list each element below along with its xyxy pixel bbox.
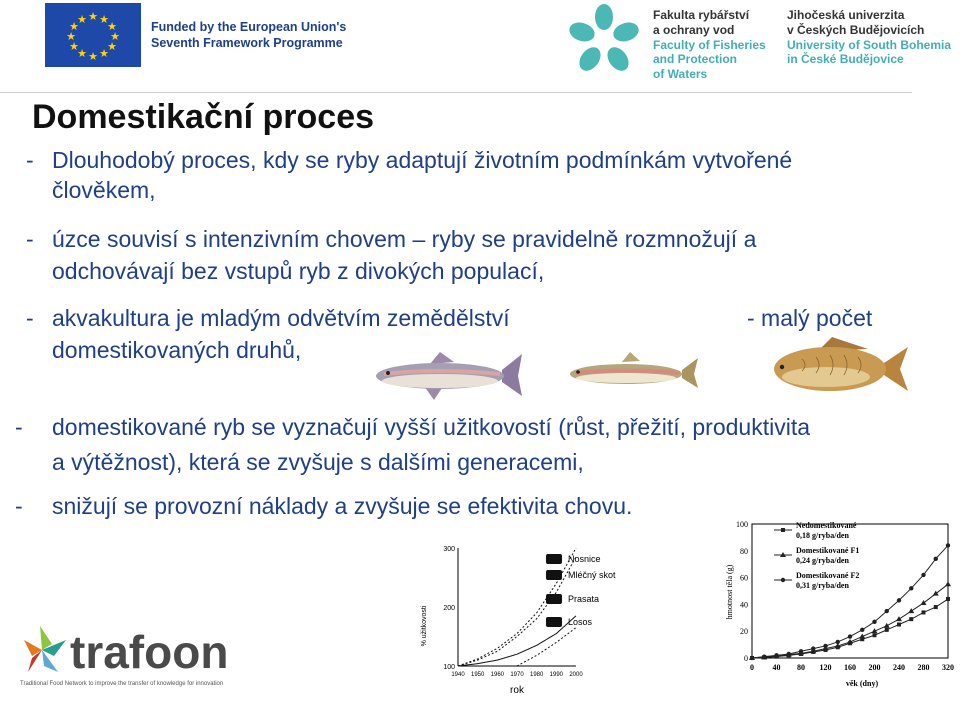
growth-legend-label: Domestikované F2 bbox=[796, 571, 860, 580]
bullet-dash: - bbox=[26, 305, 34, 331]
trafoon-wordmark: trafoon bbox=[70, 626, 229, 678]
growth-y-label: hmotnost těla (g) bbox=[725, 564, 734, 620]
svg-text:★: ★ bbox=[77, 47, 87, 60]
bullet-dash: - bbox=[26, 147, 34, 173]
growth-point bbox=[946, 597, 950, 601]
svg-text:★: ★ bbox=[99, 13, 109, 26]
growth-y-tick: 40 bbox=[740, 600, 748, 610]
growth-point bbox=[750, 656, 754, 660]
university-name: Jihočeská univerzita v Českých Budějovicích University of South Bohemia in České Budějovice bbox=[787, 8, 952, 67]
svg-text:★: ★ bbox=[88, 10, 98, 23]
productivity-x-tick: 1970 bbox=[510, 672, 524, 678]
bullet-dash: - bbox=[15, 414, 23, 440]
productivity-y-label: % užitkovosti bbox=[421, 605, 428, 647]
growth-point bbox=[945, 581, 951, 586]
growth-chart bbox=[722, 512, 960, 696]
growth-point bbox=[799, 649, 803, 653]
bullet-dash: - bbox=[15, 493, 23, 519]
productivity-y-tick: 200 bbox=[443, 605, 455, 612]
productivity-series-line bbox=[458, 548, 576, 666]
svg-text:★: ★ bbox=[107, 40, 117, 53]
faculty-name: Fakulta rybářství a ochrany vod Faculty of Fisheries and Protection of Waters bbox=[653, 8, 766, 82]
svg-text:★: ★ bbox=[77, 13, 87, 26]
growth-point bbox=[934, 557, 938, 561]
legend-animal-icon bbox=[546, 570, 562, 580]
productivity-legend-label: Mléčný skot bbox=[568, 570, 616, 580]
growth-y-tick: 60 bbox=[740, 573, 748, 583]
growth-point bbox=[762, 654, 766, 658]
bullet-1-line1: Dlouhodobý proces, kdy se ryby adaptují životním podmínkám vytvořené bbox=[52, 147, 793, 173]
trafoon-logo bbox=[18, 622, 288, 692]
svg-text:★: ★ bbox=[88, 50, 98, 63]
bullet-3-line2: domestikovaných druhů, bbox=[52, 337, 302, 363]
growth-point bbox=[921, 573, 925, 577]
svg-text:★: ★ bbox=[107, 20, 117, 33]
productivity-legend-label: Prasata bbox=[568, 594, 600, 604]
growth-x-tick: 280 bbox=[917, 663, 930, 672]
growth-point bbox=[811, 646, 815, 650]
growth-point bbox=[885, 609, 889, 613]
growth-point bbox=[896, 616, 902, 621]
growth-series-line bbox=[752, 584, 948, 658]
eu-flag-logo bbox=[45, 3, 141, 67]
growth-legend-rate: 0,31 g/ryba/den bbox=[796, 581, 849, 590]
growth-point bbox=[884, 623, 890, 628]
growth-series-line bbox=[752, 599, 948, 658]
bullet-2-line1: úzce souvisí s intenzivním chovem – ryby se pravidelně rozmnožují a bbox=[52, 226, 757, 252]
growth-point bbox=[897, 623, 901, 627]
growth-point bbox=[872, 620, 876, 624]
growth-legend-rate: 0,18 g/ryba/den bbox=[796, 531, 849, 540]
bullet-3-line1-left: akvakultura je mladým odvětvím zemědělství bbox=[52, 305, 510, 331]
slide-title: Domestikační proces bbox=[32, 98, 375, 136]
growth-x-tick: 320 bbox=[942, 663, 954, 672]
productivity-y-tick: 300 bbox=[443, 546, 455, 553]
growth-y-tick: 100 bbox=[736, 520, 748, 529]
growth-x-tick: 120 bbox=[819, 663, 832, 672]
trafoon-tagline: Traditional Food Network to improve the transfer of knowledge for innovation bbox=[20, 681, 224, 687]
growth-x-tick: 40 bbox=[772, 663, 781, 672]
productivity-legend-label: Losos bbox=[568, 617, 593, 627]
productivity-series-line bbox=[517, 628, 576, 666]
bullet-1-line2: člověkem, bbox=[52, 177, 156, 203]
eu-funding-text: Funded by the European Union's Seventh Framework Programme bbox=[151, 20, 347, 50]
bullet-3-line1-right: - malý počet bbox=[747, 305, 873, 331]
bullet-5-line1: snižují se provozní náklady a zvyšuje se efektivita chovu. bbox=[52, 493, 633, 519]
faculty-flower-logo bbox=[566, 2, 642, 78]
growth-point bbox=[774, 653, 778, 657]
growth-x-tick: 0 bbox=[750, 663, 754, 672]
growth-point bbox=[934, 605, 938, 609]
carp-image bbox=[772, 337, 910, 402]
growth-point bbox=[921, 600, 927, 605]
growth-legend-marker bbox=[781, 578, 785, 582]
svg-text:★: ★ bbox=[69, 40, 79, 53]
growth-y-tick: 0 bbox=[744, 654, 748, 663]
growth-point bbox=[836, 640, 840, 644]
trafoon-leaf-icon bbox=[24, 626, 66, 672]
productivity-x-tick: 1940 bbox=[451, 672, 465, 678]
svg-text:★: ★ bbox=[69, 20, 79, 33]
growth-point bbox=[908, 608, 914, 613]
growth-point bbox=[885, 628, 889, 632]
legend-animal-icon bbox=[546, 594, 562, 604]
growth-legend-rate: 0,24 g/ryba/den bbox=[796, 556, 849, 565]
trout-image bbox=[374, 350, 524, 407]
bullet-4-line1: domestikované ryb se vyznačují vyšší užitkovostí (růst, přežití, produktivita bbox=[52, 414, 811, 440]
productivity-x-tick: 1980 bbox=[529, 672, 544, 678]
productivity-x-tick: 1950 bbox=[470, 672, 485, 678]
bullet-4-line2: a výtěžnost), která se zvyšuje s dalšími generacemi, bbox=[52, 449, 584, 475]
svg-text:★: ★ bbox=[99, 47, 109, 60]
growth-point bbox=[933, 591, 939, 596]
growth-point bbox=[823, 644, 827, 648]
growth-point bbox=[922, 610, 926, 614]
growth-x-tick: 240 bbox=[893, 663, 905, 672]
growth-point bbox=[897, 598, 901, 602]
growth-x-label: věk (dny) bbox=[845, 679, 879, 688]
growth-legend-marker bbox=[781, 528, 785, 532]
growth-x-tick: 80 bbox=[797, 663, 805, 672]
productivity-chart bbox=[416, 538, 634, 696]
productivity-x-tick: 1990 bbox=[549, 672, 564, 678]
growth-y-tick: 20 bbox=[740, 627, 748, 637]
growth-legend-label: Domestikované F1 bbox=[796, 546, 860, 555]
growth-legend-label: Nedomestikované bbox=[796, 521, 857, 530]
growth-point bbox=[848, 634, 852, 638]
growth-point bbox=[946, 543, 950, 547]
svg-text:★: ★ bbox=[110, 30, 120, 43]
productivity-x-label: rok bbox=[510, 685, 524, 696]
legend-animal-icon bbox=[546, 617, 562, 627]
productivity-x-tick: 2000 bbox=[569, 672, 583, 678]
growth-point bbox=[873, 633, 877, 637]
growth-point bbox=[787, 652, 791, 656]
svg-text:★: ★ bbox=[66, 30, 76, 43]
bullet-2-line2: odchovávají bez vstupů ryb z divokých populací, bbox=[52, 258, 545, 284]
growth-y-tick: 80 bbox=[740, 546, 748, 556]
productivity-legend-label: Nosnice bbox=[568, 554, 601, 564]
rainbow-trout-image bbox=[568, 352, 700, 399]
growth-point bbox=[860, 628, 864, 632]
growth-point bbox=[909, 617, 913, 621]
productivity-y-tick: 100 bbox=[443, 664, 455, 671]
productivity-x-tick: 1960 bbox=[490, 672, 505, 678]
growth-x-tick: 200 bbox=[868, 663, 881, 672]
growth-x-tick: 160 bbox=[844, 663, 856, 672]
growth-point bbox=[909, 586, 913, 590]
bullet-dash: - bbox=[26, 226, 34, 252]
header-divider bbox=[0, 92, 912, 93]
legend-animal-icon bbox=[546, 554, 562, 564]
